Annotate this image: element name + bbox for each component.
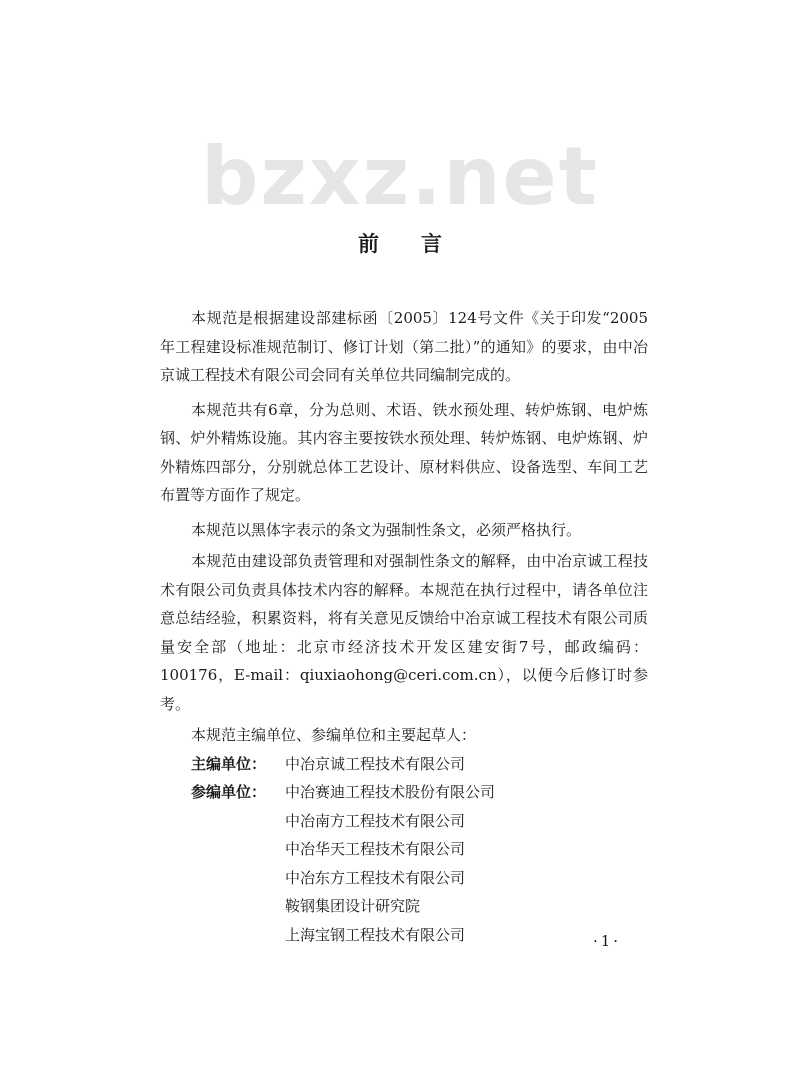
watermark: bzxz.net xyxy=(201,130,599,223)
paragraph-scope: 本规范共有6章，分为总则、术语、铁水预处理、转炉炼钢、电炉炼钢、炉外精炼设施。其内容主要按铁水预处理、转炉炼钢、电炉炼钢、炉外精炼四部分，分别就总体工艺设计、原材料供应、设备选型、车间工艺布置等方面作了规定。 xyxy=(160,400,648,504)
chief-editor-org: 中冶京诚工程技术有限公司 xyxy=(285,754,466,773)
page-title: 前言 xyxy=(358,232,484,256)
paragraph-management: 本规范由建设部负责管理和对强制性条文的解释，由中冶京诚工程技术有限公司负责具体技术内容的解释。本规范在执行过程中，请各单位注意总结经验，积累资料，将有关意见反馈给中冶京诚工程技术有限公司质量安全部（地址：北京市经济技术开发区建安街7号，邮政编码：100176，E-mail：qiuxiaohong@ceri.com.cn），以便今后修订时参考。 xyxy=(160,552,648,713)
chief-editor-label: 主编单位： xyxy=(191,754,267,773)
chief-editor-list xyxy=(285,750,465,779)
page-number: ·1· xyxy=(593,932,622,950)
co-editors-row xyxy=(160,778,648,949)
co-editor-org: 上海宝钢工程技术有限公司 xyxy=(285,925,466,944)
document-body xyxy=(160,304,648,949)
co-editors-list xyxy=(285,778,495,949)
paragraph-mandatory: 本规范以黑体字表示的条文为强制性条文，必须严格执行。 xyxy=(191,520,582,539)
paragraph-origin: 本规范是根据建设部建标函〔2005〕124号文件《关于印发“2005年工程建设标准规范制订、修订计划（第二批）”的通知》的要求，由中冶京诚工程技术有限公司会同有关单位共同编制完成的。 xyxy=(160,309,648,384)
co-editors-label: 参编单位： xyxy=(191,783,267,801)
co-editor-org: 中冶东方工程技术有限公司 xyxy=(285,868,466,887)
co-editor-org: 鞍钢集团设计研究院 xyxy=(285,897,421,915)
co-editor-org: 中冶华天工程技术有限公司 xyxy=(285,840,466,858)
paragraph-units-intro: 本规范主编单位、参编单位和主要起草人： xyxy=(191,726,477,744)
co-editor-org: 中冶南方工程技术有限公司 xyxy=(285,811,466,830)
chief-editor-row xyxy=(160,750,648,779)
co-editor-org: 中冶赛迪工程技术股份有限公司 xyxy=(285,783,496,801)
